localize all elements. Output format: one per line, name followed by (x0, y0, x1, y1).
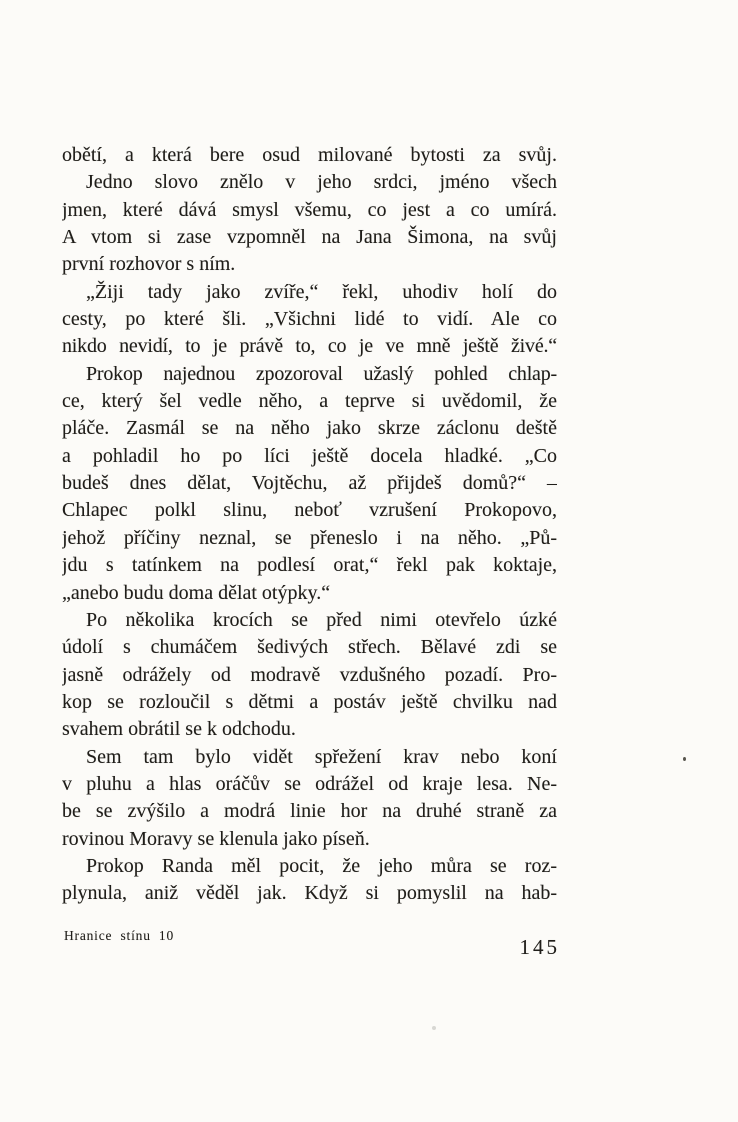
text-line: Prokop Randa měl pocit, že jeho můra se roz- (86, 854, 557, 877)
text-line: v pluhu a hlas oráčův se odrážel od kraje lesa. Ne- (62, 772, 557, 795)
text-line: pláče. Zasmál se na něho jako skrze záclonu deště (62, 417, 557, 440)
text-line: „Žiji tady jako zvíře,“ řekl, uhodiv holí do (86, 280, 557, 303)
text-line: plynula, aniž věděl jak. Když si pomyslil na hab- (62, 882, 557, 905)
text-line: Sem tam bylo vidět spřežení krav nebo koní (86, 745, 557, 768)
text-line: jasně odrážely od modravě vzdušného pozadí. Pro- (62, 663, 557, 686)
text-line: údolí s chumáčem šedivých střech. Bělavé zdi se (62, 636, 557, 659)
text-line: be se zvýšilo a modrá linie hor na druhé straně za (62, 800, 557, 823)
text-line: první rozhovor s ním. (62, 253, 236, 276)
text-line: cesty, po které šli. „Všichni lidé to vidí. Ale co (62, 308, 557, 331)
text-line: ce, který šel vedle něho, a teprve si uvědomil, že (62, 390, 557, 413)
running-title: Hranice stínu 10 (64, 928, 175, 943)
text-line: nikdo nevidí, to je právě to, co je ve mně ještě živé.“ (62, 335, 557, 358)
text-line: rovinou Moravy se klenula jako píseň. (62, 827, 370, 850)
scan-speck (96, 292, 98, 294)
text-line: budeš dnes dělat, Vojtěchu, až přijdeš domů?“ – (62, 472, 557, 495)
text-line: obětí, a která bere osud milované bytosti za svůj. (62, 144, 557, 166)
text-line: kop se rozloučil s dětmi a postáv ještě chvilku nad (62, 690, 557, 713)
text-line: Prokop najednou zpozoroval užaslý pohled chlap- (86, 362, 557, 385)
text-line: a pohladil ho po líci ještě docela hladké. „Co (62, 444, 557, 467)
page-number: 145 (519, 935, 560, 959)
text-line: jmen, které dává smysl všemu, co jest a co umírá. (62, 198, 557, 221)
text-line: Po několika krocích se před nimi otevřelo úzké (86, 608, 557, 631)
text-line: „anebo budu doma dělat otýpky.“ (62, 581, 331, 604)
body-text (62, 142, 557, 908)
scan-speck (432, 1026, 436, 1030)
text-line: jdu s tatínkem na podlesí orat,“ řekl pak koktaje, (62, 554, 557, 577)
text-line: svahem obrátil se k odchodu. (62, 718, 296, 741)
text-line: jehož příčiny neznal, se přeneslo i na něho. „Pů- (62, 526, 557, 549)
text-line: A vtom si zase vzpomněl na Jana Šimona, na svůj (62, 226, 557, 249)
scan-speck (683, 757, 686, 761)
text-line: Jedno slovo znělo v jeho srdci, jméno všech (86, 171, 557, 194)
text-line: Chlapec polkl slinu, neboť vzrušení Prokopovo, (62, 499, 557, 522)
